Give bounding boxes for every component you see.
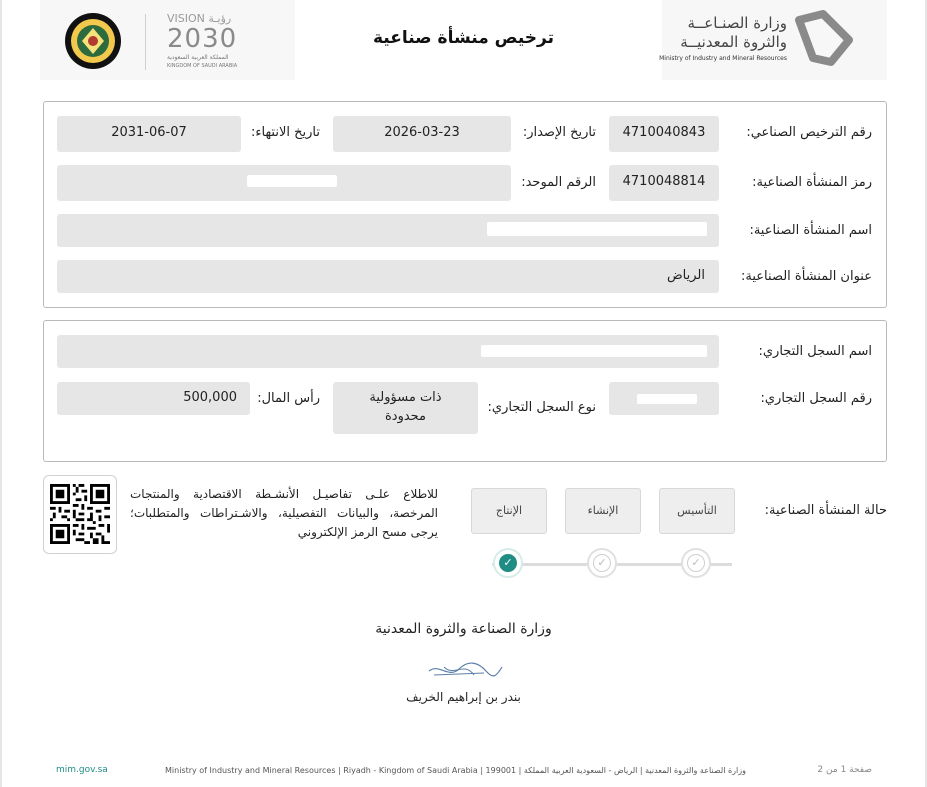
expiry-date-label: تاريخ الانتهاء: bbox=[250, 125, 320, 140]
license-number-field bbox=[609, 116, 719, 152]
facility-code-field bbox=[609, 165, 719, 201]
ministry-name-ar-line2: والثروة المعدنيــة bbox=[680, 33, 787, 51]
redaction bbox=[487, 222, 707, 236]
expiry-date-field bbox=[57, 116, 241, 152]
license-info-panel bbox=[43, 101, 887, 308]
cr-name-label: اسم السجل التجاري: bbox=[758, 344, 872, 359]
cr-name-field bbox=[57, 335, 719, 368]
issue-date-value: 2026-03-23 bbox=[384, 125, 460, 140]
cr-number-field bbox=[609, 382, 719, 415]
redaction bbox=[637, 394, 697, 404]
expiry-date-value: 2031-06-07 bbox=[111, 125, 187, 140]
stage-construction: الإنشاء bbox=[565, 488, 641, 534]
stage-establishment-marker bbox=[681, 548, 711, 578]
cr-type-value: ذات مسؤولية محدودة bbox=[369, 390, 442, 424]
license-number-value: 4710040843 bbox=[622, 125, 706, 140]
stage-construction-marker bbox=[587, 548, 617, 578]
stage-production: الإنتاج bbox=[471, 488, 547, 534]
issue-date-field bbox=[333, 116, 511, 152]
ministry-logo-icon bbox=[793, 10, 855, 70]
document-header bbox=[40, 0, 887, 80]
facility-address-label: عنوان المنشأة الصناعية: bbox=[741, 269, 872, 284]
facility-code-value: 4710048814 bbox=[622, 174, 706, 189]
cr-type-field bbox=[333, 382, 478, 434]
facility-name-label: اسم المنشأة الصناعية: bbox=[749, 223, 872, 238]
facility-address-value: الرياض bbox=[666, 268, 705, 283]
signer-name: بندر بن إبراهيم الخريف bbox=[406, 690, 521, 704]
facility-status-label: حالة المنشأة الصناعية: bbox=[764, 503, 887, 518]
stage-production-marker bbox=[493, 548, 523, 578]
vision-arabic: المملكة العربية السعودية bbox=[167, 54, 229, 61]
facility-name-field bbox=[57, 214, 719, 247]
redaction bbox=[481, 345, 707, 357]
vision-title: VISION رؤيـة bbox=[167, 12, 232, 25]
facility-code-label: رمز المنشأة الصناعية: bbox=[752, 175, 872, 190]
qr-code-icon[interactable] bbox=[50, 484, 110, 544]
signature-image bbox=[424, 657, 504, 687]
page-number: صفحة 1 من 2 bbox=[817, 765, 872, 775]
ministry-name-ar-line1: وزارة الصنـاعــة bbox=[687, 14, 787, 32]
qr-code-frame[interactable] bbox=[43, 475, 117, 554]
website-link[interactable]: mim.gov.sa bbox=[56, 765, 108, 775]
unified-number-field bbox=[57, 165, 511, 201]
capital-field bbox=[57, 382, 250, 415]
check-icon: ✓ bbox=[499, 554, 517, 572]
stage-establishment: التأسيس bbox=[659, 488, 735, 534]
commercial-register-panel bbox=[43, 320, 887, 462]
vision-year: 2030 bbox=[167, 24, 238, 54]
facility-address-field bbox=[57, 260, 719, 293]
issue-date-label: تاريخ الإصدار: bbox=[522, 125, 596, 140]
ministry-name-en: Ministry of Industry and Mineral Resources bbox=[659, 55, 787, 62]
unified-number-label: الرقم الموحد: bbox=[521, 175, 596, 190]
license-number-label: رقم الترخيص الصناعي: bbox=[746, 125, 872, 140]
cr-type-label: نوع السجل التجاري: bbox=[487, 400, 596, 415]
footer-address: Ministry of Industry and Mineral Resources | Riyadh - Kingdom of Saudi Arabia | 199001 | وزارة الصناعة والثروة المعدنية | الرياض - السعودية العربية المملكة bbox=[165, 766, 746, 775]
check-icon: ✓ bbox=[687, 554, 705, 572]
page-title: ترخيص منشأة صناعية bbox=[373, 28, 554, 48]
redaction bbox=[247, 175, 337, 187]
capital-value: 500,000 bbox=[183, 390, 237, 405]
qr-instructions: للاطلاع علـى تفاصيـل الأنشـطة الاقتصادية والمنتجات المرخصة، والبيانات التفصيلية، والاشـتراطات والمتطلبات؛ يرجى مسح الرمز الإلكتروني bbox=[130, 487, 438, 539]
capital-label: رأس المال: bbox=[257, 391, 320, 406]
check-icon: ✓ bbox=[593, 554, 611, 572]
cr-number-label: رقم السجل التجاري: bbox=[760, 391, 872, 406]
vision-english: KINGDOM OF SAUDI ARABIA bbox=[167, 63, 238, 69]
page-edge bbox=[0, 0, 2, 787]
signature-organization: وزارة الصناعة والثروة المعدنية bbox=[375, 621, 552, 637]
